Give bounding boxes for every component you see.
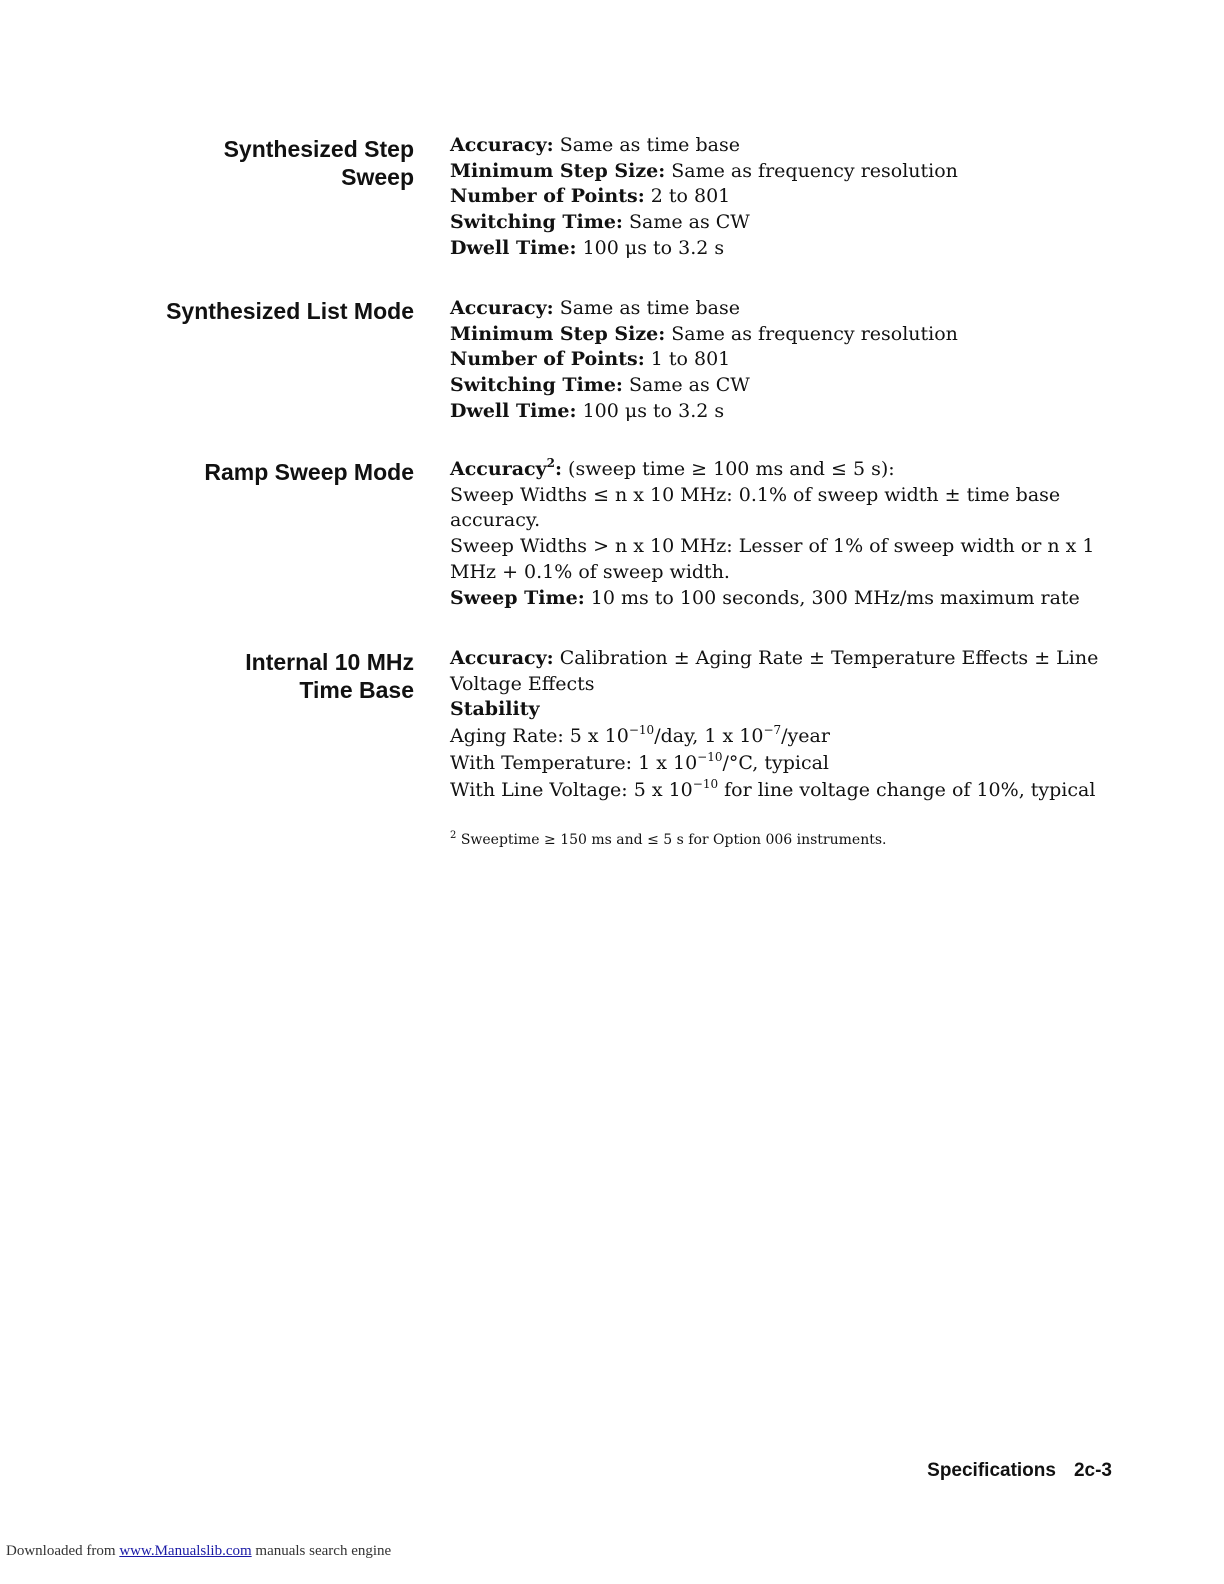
section-title-line: Internal 10 MHz (245, 649, 414, 675)
spec-label: Accuracy: (450, 297, 554, 319)
section-body (450, 133, 1130, 262)
section-title (84, 648, 414, 704)
section-title-line: Synthesized List Mode (166, 298, 414, 324)
spec-line-min-step (450, 159, 1130, 185)
spec-label: Dwell Time: (450, 236, 577, 259)
spec-line-temperature (450, 750, 1130, 777)
spec-label: Switching Time: (450, 374, 623, 397)
section-body (450, 646, 1130, 804)
spec-text: for line voltage change of 10%, typical (718, 779, 1096, 802)
spec-text: /year (781, 725, 830, 748)
spec-paragraph-narrow-widths: Sweep Widths ≤ n x 10 MHz: 0.1% of sweep width ± time base accuracy. (450, 483, 1061, 532)
spec-label: Number of Points: (450, 185, 645, 208)
spec-heading-stability: Stability (450, 698, 540, 721)
section-title-line: Sweep (341, 164, 414, 190)
page-number: 2c-3 (1073, 1460, 1112, 1481)
spec-line-accuracy (450, 296, 1130, 322)
exponent: −7 (763, 723, 782, 738)
spec-value: Same as frequency resolution (671, 159, 958, 182)
spec-label: Accuracy: (450, 134, 554, 156)
spec-label: Sweep Time: (450, 586, 585, 609)
spec-text: /day, 1 x 10 (654, 725, 764, 748)
spec-line-dwell (450, 399, 1130, 425)
spec-value: 1 to 801 (650, 348, 731, 371)
spec-label: Minimum Step Size: (450, 159, 666, 182)
section-body (450, 296, 1130, 425)
spec-text: Aging Rate: 5 x 10 (450, 725, 629, 748)
spec-line-sweep-time (450, 586, 1130, 612)
spec-label: Number of Points: (450, 348, 645, 371)
download-note-prefix: Downloaded from (6, 1543, 120, 1559)
footnote (450, 830, 886, 850)
spec-line-points (450, 347, 1130, 373)
spec-line-accuracy (450, 646, 1130, 697)
section-title-line: Ramp Sweep Mode (204, 459, 414, 485)
spec-label: Dwell Time: (450, 399, 577, 422)
spec-line-dwell (450, 236, 1130, 262)
download-note-suffix: manuals search engine (251, 1543, 392, 1559)
spec-line-points (450, 184, 1130, 210)
spec-line-min-step (450, 322, 1130, 348)
manualslib-link[interactable]: www.Manualslib.com (119, 1543, 252, 1559)
spec-line-switching (450, 210, 1130, 236)
section-title-line: Time Base (299, 677, 414, 703)
spec-label: Switching Time: (450, 211, 623, 234)
spec-label: Minimum Step Size: (450, 322, 666, 345)
section-title (84, 297, 414, 325)
spec-label-colon: : (554, 458, 562, 480)
spec-text: With Temperature: 1 x 10 (450, 752, 698, 775)
page-footer (927, 1459, 1112, 1483)
section-body (450, 457, 1130, 611)
spec-value: Same as CW (629, 211, 750, 234)
spec-line-line-voltage (450, 777, 1130, 804)
spec-line-accuracy (450, 457, 1130, 483)
spec-value: (sweep time ≥ 100 ms and ≤ 5 s): (568, 458, 895, 480)
spec-value: 100 μs to 3.2 s (582, 236, 725, 259)
section-title (84, 135, 414, 191)
spec-text: With Line Voltage: 5 x 10 (450, 779, 693, 802)
footer-section-name: Specifications (927, 1460, 1056, 1481)
footnote-ref: 2 (546, 456, 555, 470)
exponent: −10 (628, 723, 655, 738)
download-note (6, 1541, 391, 1561)
spec-value: 2 to 801 (650, 185, 731, 208)
spec-value: Calibration ± Aging Rate ± Temperature Effects ± Line Voltage Effects (450, 647, 1099, 695)
spec-value: 10 ms to 100 seconds, 300 MHz/ms maximum rate (590, 586, 1080, 609)
spec-line-accuracy (450, 133, 1130, 159)
spec-label: Accuracy: (450, 647, 554, 669)
footnote-text: Sweeptime ≥ 150 ms and ≤ 5 s for Option 006 instruments. (456, 832, 887, 848)
spec-paragraph-wide-widths: Sweep Widths > n x 10 MHz: Lesser of 1% of sweep width or n x 1 MHz + 0.1% of sweep width. (450, 535, 1095, 583)
spec-value: Same as frequency resolution (671, 322, 958, 345)
section-title-line: Synthesized Step (223, 136, 414, 162)
spec-value: 100 μs to 3.2 s (582, 399, 725, 422)
exponent: −10 (692, 777, 719, 792)
section-title (84, 458, 414, 486)
footnote-marker: 2 (450, 830, 457, 841)
exponent: −10 (697, 750, 723, 765)
spec-value: Same as CW (629, 374, 750, 397)
spec-line-aging-rate (450, 723, 1130, 750)
spec-line-switching (450, 373, 1130, 399)
spec-text: /°C, typical (722, 752, 829, 775)
spec-label: Accuracy (450, 458, 547, 480)
spec-value: Same as time base (559, 134, 740, 156)
spec-value: Same as time base (559, 297, 740, 319)
